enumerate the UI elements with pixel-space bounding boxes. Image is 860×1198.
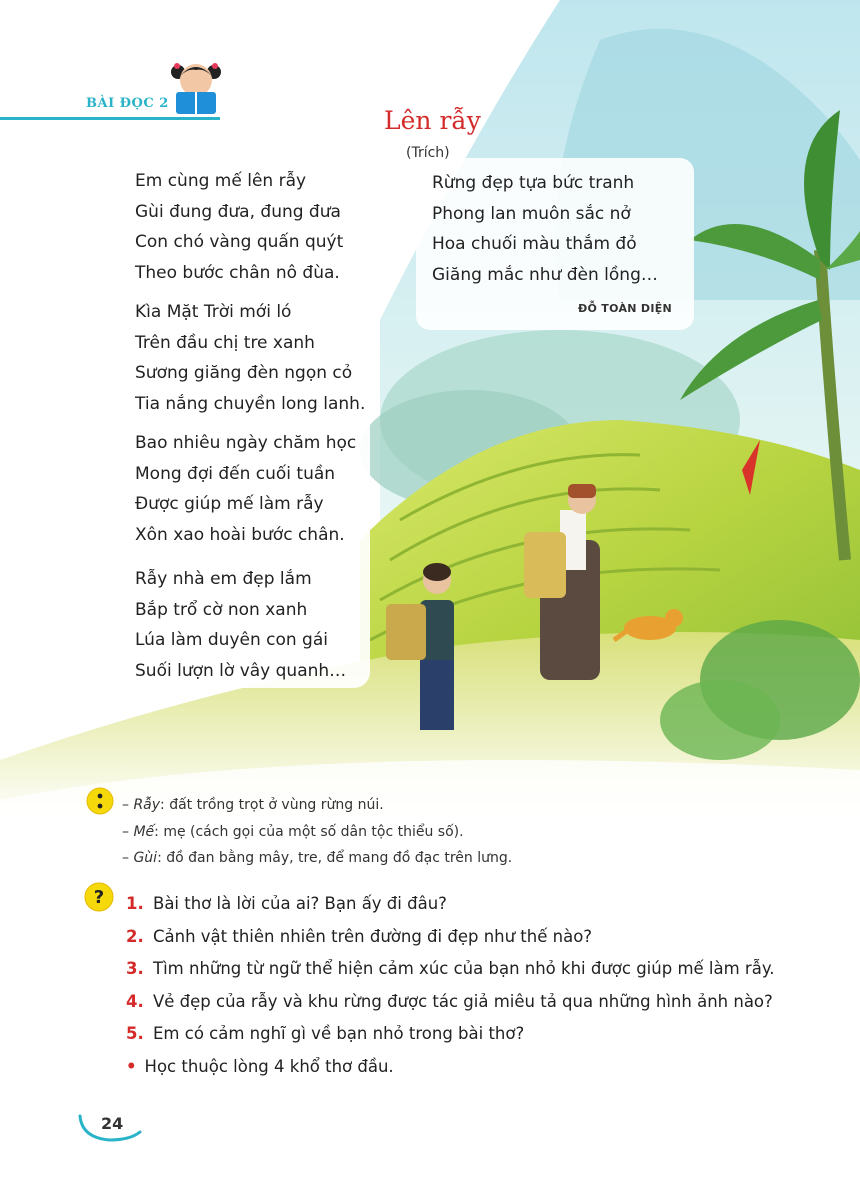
- page-number: 24: [101, 1114, 124, 1133]
- poem-line: Theo bước chân nô đùa.: [135, 262, 340, 283]
- glossary-term: Mế: [133, 823, 155, 840]
- task-item: [126, 1057, 774, 1090]
- question-number: 3.: [126, 959, 144, 979]
- glossary-item: – Rẫy: đất trồng trọt ở vùng rừng núi.: [122, 797, 384, 813]
- poem-line: Con chó vàng quấn quýt: [135, 232, 344, 252]
- question-circle-icon: [84, 882, 114, 912]
- stanza-5: [432, 168, 658, 290]
- poem-line: Kìa Mặt Trời mới ló: [135, 302, 292, 322]
- stanza-3: [135, 428, 356, 550]
- question-text: Tìm những từ ngữ thể hiện cảm xúc của bạn nhỏ khi được giúp mế làm rẫy.: [153, 959, 775, 979]
- question-item: [126, 992, 774, 1025]
- glossary-item: – Gùi: đồ đan bằng mây, tre, để mang đồ đạc trên lưng.: [122, 850, 513, 866]
- question-item: [126, 1024, 774, 1057]
- svg-text:?: ?: [93, 887, 105, 908]
- glossary-item: – Mế: mẹ (cách gọi của một số dân tộc thiểu số).: [122, 823, 464, 840]
- colon-circle-icon: [86, 787, 114, 815]
- question-number: 1.: [126, 894, 144, 913]
- glossary-term: Rẫy: [133, 797, 161, 813]
- glossary-definition: : đất trồng trọt ở vùng rừng núi.: [160, 797, 384, 813]
- poem-line: Rừng đẹp tựa bức tranh: [432, 173, 635, 193]
- question-item: [126, 894, 774, 927]
- glossary-definition: : mẹ (cách gọi của một số dân tộc thiểu số).: [154, 823, 464, 840]
- lesson-divider: [0, 117, 220, 120]
- reading-girl-icon: [168, 58, 224, 116]
- question-item: [126, 959, 774, 992]
- poem-title: Lên rẫy: [384, 106, 481, 135]
- question-number: 2.: [126, 926, 144, 946]
- poem-line: Gùi đung đưa, đung đưa: [135, 201, 341, 222]
- poem-line: Giăng mắc như đèn lồng…: [432, 264, 658, 285]
- stanza-4: [135, 564, 346, 686]
- poem-line: Em cùng mế lên rẫy: [135, 171, 307, 191]
- poem-line: Hoa chuối màu thắm đỏ: [432, 234, 637, 254]
- question-text: Bài thơ là lời của ai? Bạn ấy đi đâu?: [153, 894, 447, 913]
- poem-line: Phong lan muôn sắc nở: [432, 203, 631, 224]
- poem-line: Sương giăng đèn ngọn cỏ: [135, 363, 353, 383]
- stanza-2: [135, 297, 365, 419]
- task-text: Học thuộc lòng 4 khổ thơ đầu.: [144, 1056, 394, 1076]
- question-text: Em có cảm nghĩ gì về bạn nhỏ trong bài thơ?: [153, 1024, 525, 1044]
- poem-author: ĐỖ TOÀN DIỆN: [578, 302, 673, 315]
- poem-subtitle: (Trích): [406, 145, 450, 161]
- question-number: 4.: [126, 991, 144, 1011]
- bullet: •: [126, 1056, 137, 1076]
- glossary-list: [122, 792, 512, 872]
- poem-line: Trên đầu chị tre xanh: [135, 332, 315, 353]
- question-text: Cảnh vật thiên nhiên trên đường đi đẹp như thế nào?: [153, 926, 593, 946]
- glossary-term: Gùi: [133, 850, 158, 866]
- poem-line: Mong đợi đến cuối tuần: [135, 463, 336, 484]
- poem-line: Tia nắng chuyền long lanh.: [135, 393, 366, 414]
- poem-line: Bao nhiêu ngày chăm học: [135, 433, 357, 453]
- lesson-label: BÀI ĐỌC 2: [86, 96, 169, 111]
- stanza-1: [135, 166, 343, 288]
- poem-line: Được giúp mế làm rẫy: [135, 494, 324, 514]
- poem-line: Rẫy nhà em đẹp lắm: [135, 569, 312, 589]
- poem-line: Bắp trổ cờ non xanh: [135, 599, 308, 620]
- poem-line: Xôn xao hoài bước chân.: [135, 524, 345, 545]
- poem-line: Lúa làm duyên con gái: [135, 630, 328, 650]
- question-text: Vẻ đẹp của rẫy và khu rừng được tác giả miêu tả qua những hình ảnh nào?: [153, 991, 773, 1011]
- question-number: 5.: [126, 1024, 144, 1044]
- question-list: [126, 894, 774, 1090]
- glossary-definition: : đồ đan bằng mây, tre, để mang đồ đạc trên lưng.: [157, 850, 513, 866]
- poem-line: Suối lượn lờ vây quanh…: [135, 660, 347, 681]
- question-item: [126, 927, 774, 960]
